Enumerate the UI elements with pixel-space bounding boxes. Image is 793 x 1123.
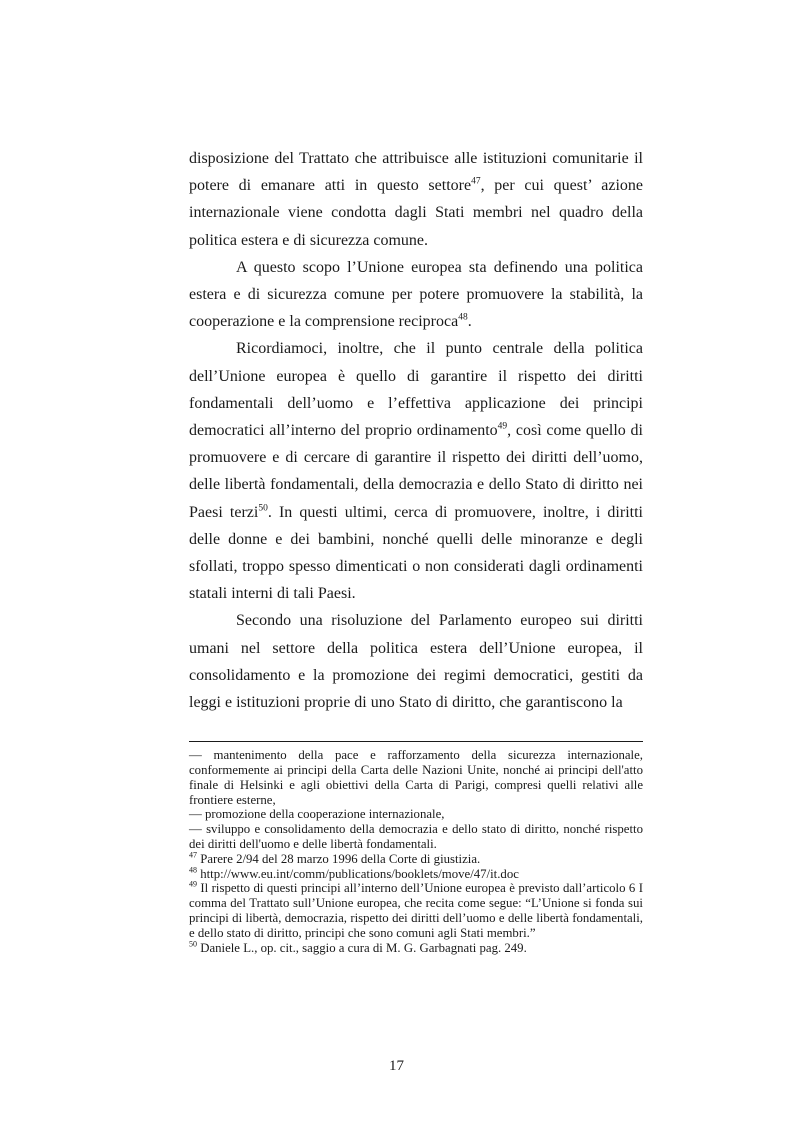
paragraph-1-text-a: disposizione del Trattato che attribuisce alle istituzioni comunitarie il potere di emanare atti in questo settore bbox=[189, 150, 643, 195]
footnote-text: Il rispetto di questi principi all’interno dell’Unione europea è previsto dall’articolo 6 I comma del Trattato sull’Unione europea, che recita come segue: “L’Unione si fonda sui principi di libertà, democrazia, rispetto dei diritti dell’uomo e delle libertà fondamentali, e dello stato di diritto, principi che sono comuni agli Stati membri.” bbox=[189, 881, 643, 940]
paragraph-1 bbox=[189, 145, 643, 254]
footnote-text: Parere 2/94 del 28 marzo 1996 della Corte di giustizia. bbox=[197, 851, 481, 866]
footnote-number: 48 bbox=[189, 865, 197, 875]
footnotes bbox=[189, 748, 643, 955]
footnote-link[interactable]: http://www.eu.int/comm/publications/booklets/move/47/it.doc bbox=[197, 866, 519, 881]
footnote-49 bbox=[189, 881, 643, 940]
footnote-number: 49 bbox=[189, 880, 197, 890]
paragraph-3-text-c: . In questi ultimi, cerca di promuovere, inoltre, i diritti delle donne e dei bambini, nonché quelli delle minoranze e degli sfollati, troppo spesso dimenticati o non considerati dagli ordinamenti statali interni di tali Paesi. bbox=[189, 503, 643, 603]
footnote-ref-48[interactable]: 48 bbox=[458, 312, 468, 323]
footnote-continuation-1: — mantenimento della pace e rafforzamento della sicurezza internazionale, conformemente ai principi della Carta delle Nazioni Unite, nonché ai principi dell'atto finale di Helsinki e agli obiettivi della Carta di Parigi, compresi quelli relativi alle frontiere esterne, bbox=[189, 748, 643, 807]
footnote-ref-49[interactable]: 49 bbox=[497, 421, 508, 432]
paragraph-3-text-b: , così come quello di promuovere e di cercare di garantire il rispetto dei diritti dell’uomo, delle libertà fondamentali, della democrazia e dello Stato di diritto nei Paesi terzi bbox=[189, 422, 643, 521]
paragraph-3-text-a: Ricordiamoci, inoltre, che il punto centrale della politica dell’Unione europea è quello di garantire il rispetto dei diritti fondamentali dell’uomo e l’effettiva applicazione dei principi democratici all’interno del proprio ordinamento bbox=[189, 340, 643, 440]
footnote-48 bbox=[189, 867, 643, 882]
footnote-separator bbox=[189, 741, 643, 742]
footnote-ref-50[interactable]: 50 bbox=[258, 503, 268, 514]
paragraph-2-text-a: A questo scopo l’Unione europea sta definendo una politica estera e di sicurezza comune per potere promuovere la stabilità, la cooperazione e la comprensione reciproca bbox=[189, 258, 643, 331]
paragraph-1-text-b: , per cui quest’ azione internazionale viene condotta dagli Stati membri nel quadro della politica estera e di sicurezza comune. bbox=[189, 177, 643, 249]
paragraph-4: Secondo una risoluzione del Parlamento europeo sui diritti umani nel settore della politica estera dell’Unione europea, il consolidamento e la promozione dei regimi democratici, gestiti da leggi e istituzioni proprie di uno Stato di diritto, che garantiscono la bbox=[189, 612, 643, 712]
paragraph-3 bbox=[189, 335, 643, 607]
paragraph-2-text-b: . bbox=[467, 313, 472, 331]
footnote-47 bbox=[189, 852, 643, 867]
paragraph-2 bbox=[189, 254, 643, 336]
footnote-50 bbox=[189, 941, 643, 956]
footnote-number: 50 bbox=[189, 939, 197, 949]
footnote-continuation-2: — promozione della cooperazione internazionale, bbox=[189, 807, 445, 822]
page-body bbox=[189, 145, 643, 955]
footnote-continuation-3: — sviluppo e consolidamento della democrazia e dello stato di diritto, nonché rispetto dei diritti dell'uomo e delle libertà fondamentali. bbox=[189, 822, 643, 852]
footnote-number: 47 bbox=[189, 850, 197, 860]
page-number: 17 bbox=[389, 1058, 404, 1074]
footnote-ref-47[interactable]: 47 bbox=[471, 176, 481, 187]
footnote-text: Daniele L., op. cit., saggio a cura di M. G. Garbagnati pag. 249. bbox=[197, 940, 527, 955]
